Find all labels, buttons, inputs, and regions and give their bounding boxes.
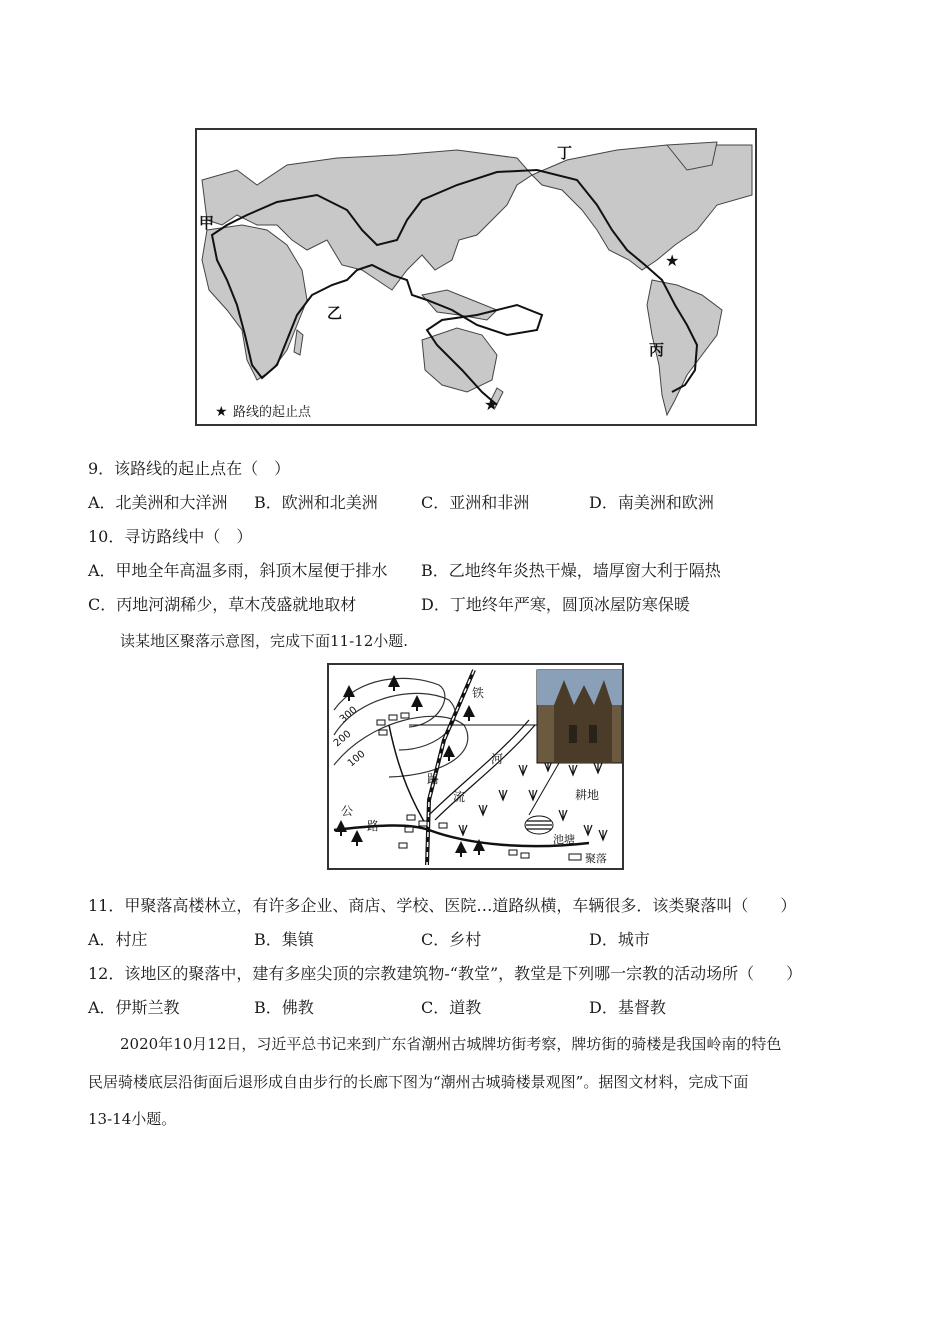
label-lu2: 路 — [367, 819, 380, 833]
label-liu: 流 — [453, 790, 466, 804]
q11-option-c[interactable]: C．乡村 — [421, 930, 482, 949]
q10-option-c[interactable]: C．丙地河湖稀少，草木茂盛就地取材 — [88, 595, 357, 614]
farmland-icon — [479, 805, 487, 815]
settlement-block — [399, 843, 407, 848]
farmland-icon — [459, 825, 467, 835]
q10-option-d[interactable]: D．丁地终年严寒，圆顶冰屋防寒保暖 — [421, 595, 690, 614]
label-jia: 甲 — [199, 214, 215, 232]
q10-option-a[interactable]: A．甲地全年高温多雨，斜顶木屋便于排水 — [88, 561, 388, 580]
legend-star-icon: ★ — [215, 404, 228, 420]
contour-100-label: 100 — [345, 748, 368, 770]
tree-icon — [351, 830, 363, 846]
q11-option-d[interactable]: D．城市 — [589, 930, 650, 949]
madagascar-landmass — [294, 330, 303, 355]
q12-option-b[interactable]: B．佛教 — [254, 998, 314, 1017]
start-star: ★ — [665, 251, 680, 270]
tree-icon — [455, 841, 467, 857]
label-he: 河 — [491, 752, 504, 766]
farmland-icon — [569, 765, 577, 775]
label-farmland: 耕地 — [575, 788, 600, 802]
q9-option-b[interactable]: B．欧洲和北美洲 — [254, 493, 378, 512]
legend-text: 路线的起止点 — [233, 405, 312, 420]
settlement-block — [389, 715, 397, 720]
label-lu: 路 — [427, 772, 440, 786]
north-america-landmass — [532, 145, 752, 270]
label-bing: 丙 — [649, 341, 665, 359]
farmland-icon — [594, 763, 602, 773]
q10-stem: 10．寻访路线中（ ） — [88, 527, 253, 546]
intro-11-12: 读某地区聚落示意图，完成下面11-12小题. — [120, 632, 409, 650]
world-route-map — [195, 128, 757, 426]
label-tie: 铁 — [472, 686, 485, 700]
tree-icon — [411, 695, 423, 711]
intro-13-14-line1: 2020年10月12日，习近平总书记来到广东省潮州古城牌坊街考察，牌坊街的骑楼是我国岭南的特色 — [120, 1035, 782, 1053]
world-route-map-svg — [197, 130, 755, 424]
contour-200-label: 200 — [331, 728, 354, 750]
intro-13-14-line2: 民居骑楼底层沿街面后退形成自由步行的长廊下图为“潮州古城骑楼景观图”。据图文材料，完成下面 — [88, 1073, 749, 1091]
q9-stem: 9．该路线的起止点在（ ） — [88, 459, 291, 478]
contour-200 — [331, 693, 455, 750]
q12-stem: 12．该地区的聚落中，建有多座尖顶的宗教建筑物-“教堂”，教堂是下列哪一宗教的活动场所（ ） — [88, 964, 803, 983]
q12-option-a[interactable]: A．伊斯兰教 — [88, 998, 180, 1017]
tree-icon — [463, 705, 475, 721]
q11-option-a[interactable]: A．村庄 — [88, 930, 148, 949]
tree-icon — [388, 675, 400, 691]
settlement-block — [401, 713, 409, 718]
settlement-block — [405, 827, 413, 832]
settlement-block — [377, 720, 385, 725]
settlement-map-svg — [329, 665, 622, 868]
q10-option-b[interactable]: B．乙地终年炎热干燥，墙厚窗大利于隔热 — [421, 561, 721, 580]
label-pond: 池塘 — [553, 833, 575, 846]
label-yi: 乙 — [327, 304, 343, 322]
farmland-icon — [559, 810, 567, 820]
settlement-block — [379, 730, 387, 735]
pointer-line — [529, 763, 559, 815]
q12-option-c[interactable]: C．道教 — [421, 998, 482, 1017]
intro-13-14-line3: 13-14小题。 — [88, 1110, 177, 1128]
legend-settlement-text: 聚落 — [585, 852, 607, 865]
settlement-block — [439, 823, 447, 828]
q9-option-a[interactable]: A．北美洲和大洋洲 — [88, 493, 228, 512]
contour-300-label: 300 — [337, 704, 360, 726]
q9-option-c[interactable]: C．亚洲和非洲 — [421, 493, 530, 512]
farmland-icon — [519, 765, 527, 775]
q11-option-b[interactable]: B．集镇 — [254, 930, 314, 949]
farmland-icon — [499, 790, 507, 800]
farmland-icon — [529, 790, 537, 800]
settlement-map — [327, 663, 624, 870]
end-star: ★ — [484, 395, 499, 414]
africa-landmass — [202, 225, 307, 380]
q11-stem: 11．甲聚落高楼林立，有许多企业、商店、学校、医院…道路纵横，车辆很多．该类聚落叫（ ） — [88, 896, 797, 915]
church-photo — [537, 670, 622, 763]
label-ding: 丁 — [557, 144, 573, 162]
farmland-icon — [599, 830, 607, 840]
settlement-block — [419, 821, 427, 826]
label-gong: 公 — [341, 804, 354, 818]
q9-option-d[interactable]: D．南美洲和欧洲 — [589, 493, 714, 512]
farmland-icon — [584, 825, 592, 835]
settlement-block — [521, 853, 529, 858]
q12-option-d[interactable]: D．基督教 — [589, 998, 666, 1017]
settlement-block — [509, 850, 517, 855]
legend-settlement-icon — [569, 854, 581, 860]
tree-icon — [443, 745, 455, 761]
settlement-block — [407, 815, 415, 820]
